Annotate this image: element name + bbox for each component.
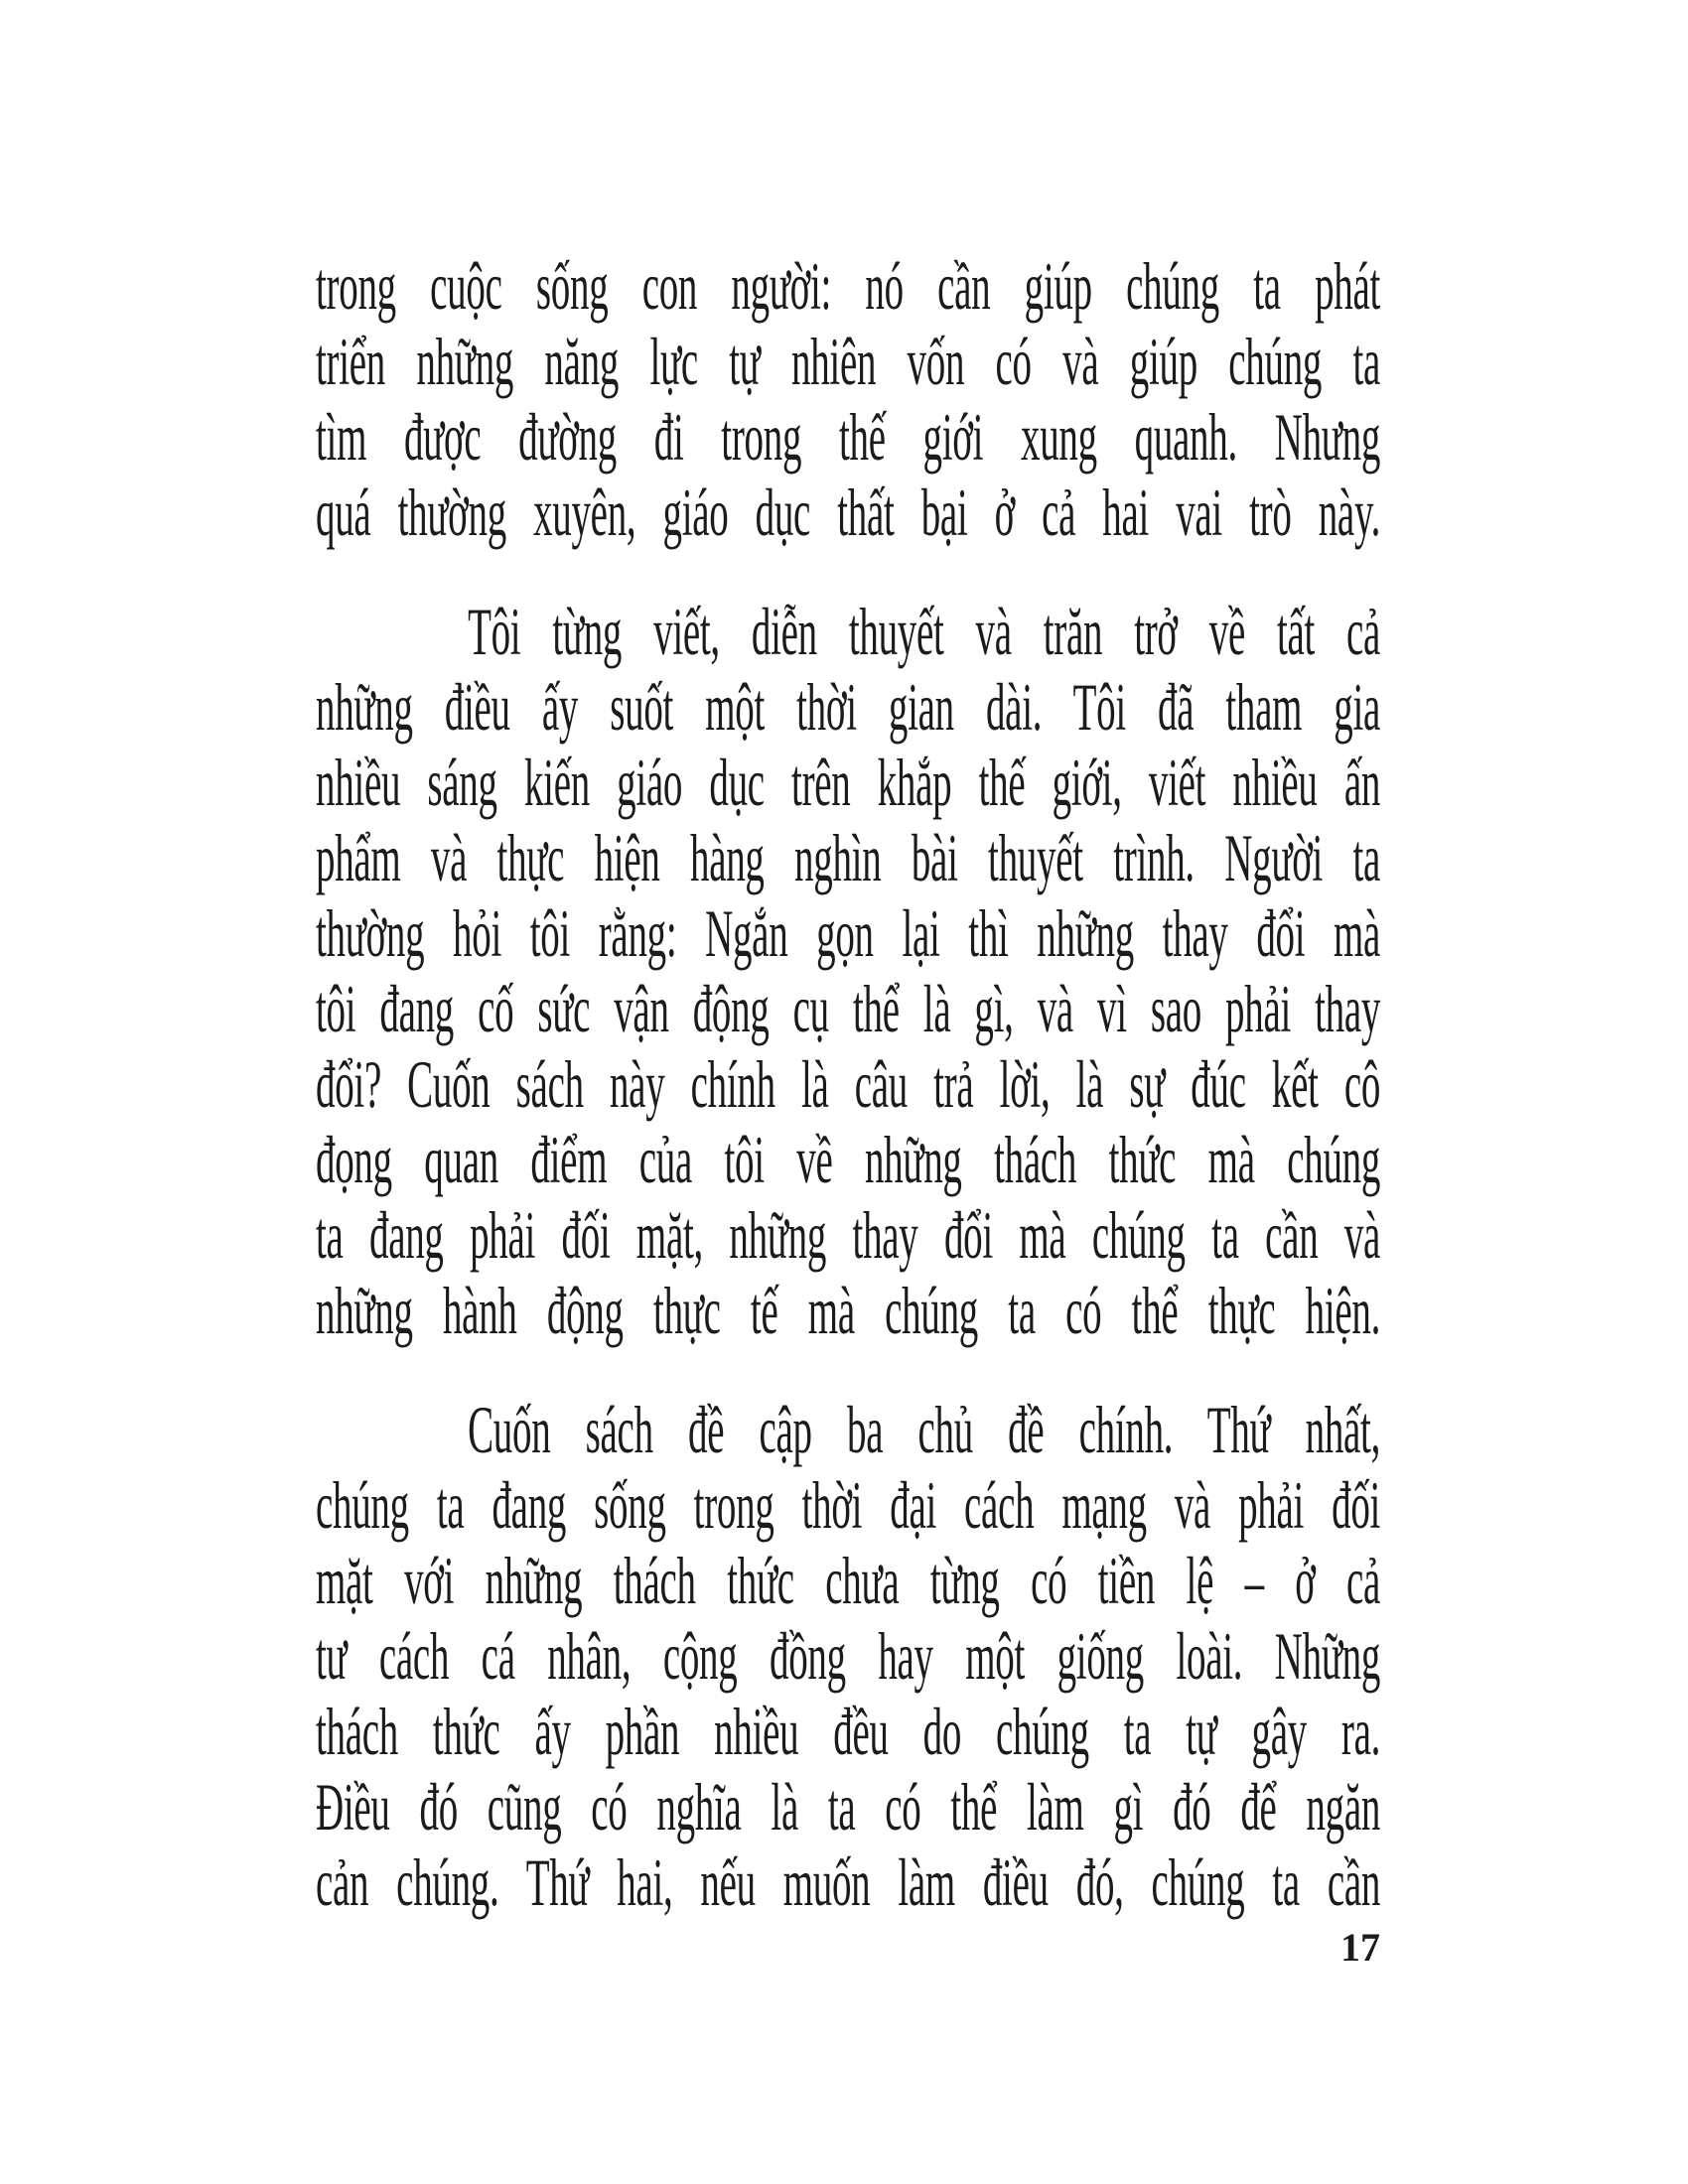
text-line: thường hỏi tôi rằng: Ngắn gọn lại thì những thay đổi mà <box>316 895 1381 971</box>
text-line: đọng quan điểm của tôi về những thách thức mà chúng <box>316 1122 1381 1197</box>
text-line: Điều đó cũng có nghĩa là ta có thể làm gì đó để ngăn <box>316 1769 1381 1844</box>
text-line: mặt với những thách thức chưa từng có tiền lệ – ở cả <box>316 1543 1381 1618</box>
text-line: những hành động thực tế mà chúng ta có thể thực hiện. <box>316 1273 1381 1348</box>
text-line: Cuốn sách đề cập ba chủ đề chính. Thứ nhất, <box>468 1392 1381 1467</box>
text-line: cản chúng. Thứ hai, nếu muốn làm điều đó, chúng ta cần <box>316 1844 1381 1920</box>
text-line: trong cuộc sống con người: nó cần giúp chúng ta phát <box>316 248 1381 324</box>
paragraph-2 <box>316 594 1380 1348</box>
page-number: 17 <box>1340 1925 1380 1970</box>
text-line: tìm được đường đi trong thế giới xung quanh. Nhưng <box>316 399 1381 475</box>
text-line: quá thường xuyên, giáo dục thất bại ở cả hai vai trò này. <box>316 475 1381 550</box>
paragraph-1 <box>316 248 1380 550</box>
text-line: triển những năng lực tự nhiên vốn có và giúp chúng ta <box>316 324 1381 399</box>
text-line: thách thức ấy phần nhiều đều do chúng ta tự gây ra. <box>316 1694 1381 1769</box>
text-line: tôi đang cố sức vận động cụ thể là gì, và vì sao phải thay <box>316 971 1381 1046</box>
paragraph-3 <box>316 1392 1380 1920</box>
text-line: nhiều sáng kiến giáo dục trên khắp thế giới, viết nhiều ấn <box>316 745 1381 820</box>
text-line: đổi? Cuốn sách này chính là câu trả lời, là sự đúc kết cô <box>316 1046 1381 1122</box>
text-line: ta đang phải đối mặt, những thay đổi mà chúng ta cần và <box>316 1197 1381 1273</box>
text-line: chúng ta đang sống trong thời đại cách mạng và phải đối <box>316 1467 1381 1543</box>
text-line: Tôi từng viết, diễn thuyết và trăn trở về tất cả <box>468 594 1381 669</box>
text-line: tư cách cá nhân, cộng đồng hay một giống loài. Những <box>316 1618 1381 1694</box>
body-text <box>316 248 1380 1920</box>
text-line: phẩm và thực hiện hàng nghìn bài thuyết trình. Người ta <box>316 820 1381 895</box>
text-line: những điều ấy suốt một thời gian dài. Tôi đã tham gia <box>316 669 1381 745</box>
